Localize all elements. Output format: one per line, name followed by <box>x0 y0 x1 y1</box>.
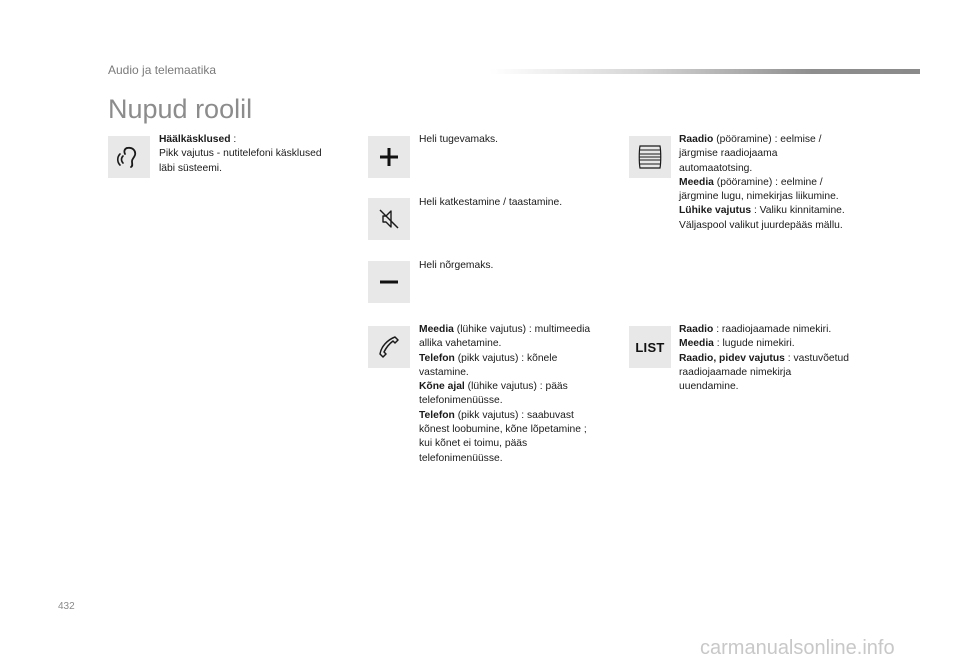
text-run: Heli katkestamine / taastamine. <box>419 197 563 208</box>
watermark: carmanualsonline.info <box>700 637 895 659</box>
text-run: telefonimenüüsse. <box>419 452 503 464</box>
list-button-icon: LIST <box>635 339 665 355</box>
volume-down-description <box>419 259 493 273</box>
bold-term: Meedia <box>679 338 714 350</box>
bold-term: Raadio <box>679 324 714 335</box>
text-run: raadiojaamade nimekirja <box>679 366 792 378</box>
text-run: (lühike vajutus) : pääs <box>464 381 568 393</box>
header-gradient-bar <box>490 69 920 74</box>
text-run: telefonimenüüsse. <box>419 395 503 407</box>
volume-down-button-icon-box <box>368 261 410 303</box>
text-run: : <box>230 134 237 145</box>
text-run: Heli tugevamaks. <box>419 134 498 145</box>
page-title: Nupud roolil <box>108 94 253 124</box>
minus-icon <box>372 265 406 299</box>
thumbwheel-icon-box <box>629 136 671 178</box>
list-button-icon-box <box>629 326 671 368</box>
thumbwheel-description <box>679 133 845 233</box>
voice-command-icon <box>112 140 146 174</box>
text-run: Heli nõrgemaks. <box>419 260 494 271</box>
text-run: kui kõnet ei toimu, pääs <box>419 438 528 450</box>
page-number: 432 <box>58 601 75 612</box>
text-run: (pööramine) : eelmise / <box>713 134 822 145</box>
phone-button-icon-box <box>368 326 410 368</box>
mute-icon <box>372 202 406 236</box>
text-run: (lühike vajutus) : multimeedia <box>453 324 591 335</box>
voice-command-description <box>159 133 322 176</box>
list-description <box>679 323 849 394</box>
bold-term: Lühike vajutus <box>679 205 752 217</box>
text-run: läbi süsteemi. <box>159 162 222 174</box>
thumbwheel-icon <box>633 140 667 174</box>
section-header-title: Audio ja telemaatika <box>108 63 217 77</box>
text-run: : vastuvõetud <box>784 352 849 364</box>
text-run: (pikk vajutus) : kõnele <box>454 352 558 364</box>
text-run: : Valiku kinnitamine. <box>751 205 845 217</box>
text-run: Väljaspool valikut juurdepääs mällu. <box>679 219 843 231</box>
mute-description <box>419 196 562 210</box>
bold-term: Häälkäsklused <box>159 134 231 145</box>
text-run: automaatotsing. <box>679 162 753 174</box>
text-run: : raadiojaamade nimekiri. <box>713 324 832 335</box>
bold-term: Meedia <box>419 324 454 335</box>
phone-description <box>419 323 590 466</box>
bold-term: Telefon <box>419 409 455 421</box>
plus-icon <box>372 140 406 174</box>
mute-button-icon-box <box>368 198 410 240</box>
text-run: kõnest loobumine, kõne lõpetamine ; <box>419 424 587 436</box>
voice-command-button-icon-box <box>108 136 150 178</box>
bold-term: Meedia <box>679 176 714 188</box>
text-run: (pööramine) : eelmine / <box>713 176 823 188</box>
bold-term: Raadio, pidev vajutus <box>679 352 785 364</box>
text-run: uuendamine. <box>679 381 739 393</box>
text-run: : lugude nimekiri. <box>713 338 795 350</box>
bold-term: Raadio <box>679 134 714 145</box>
volume-up-button-icon-box <box>368 136 410 178</box>
phone-icon <box>372 330 406 364</box>
volume-up-description <box>419 133 498 147</box>
text-run: allika vahetamine. <box>419 338 502 350</box>
bold-term: Telefon <box>419 352 455 364</box>
text-run: vastamine. <box>419 366 469 378</box>
text-run: Pikk vajutus - nutitelefoni käsklused <box>159 148 322 160</box>
bold-term: Kõne ajal <box>419 381 465 393</box>
text-run: (pikk vajutus) : saabuvast <box>454 409 574 421</box>
text-run: järgmise raadiojaama <box>679 148 778 160</box>
text-run: järgmine lugu, nimekirjas liikumine. <box>679 191 839 203</box>
